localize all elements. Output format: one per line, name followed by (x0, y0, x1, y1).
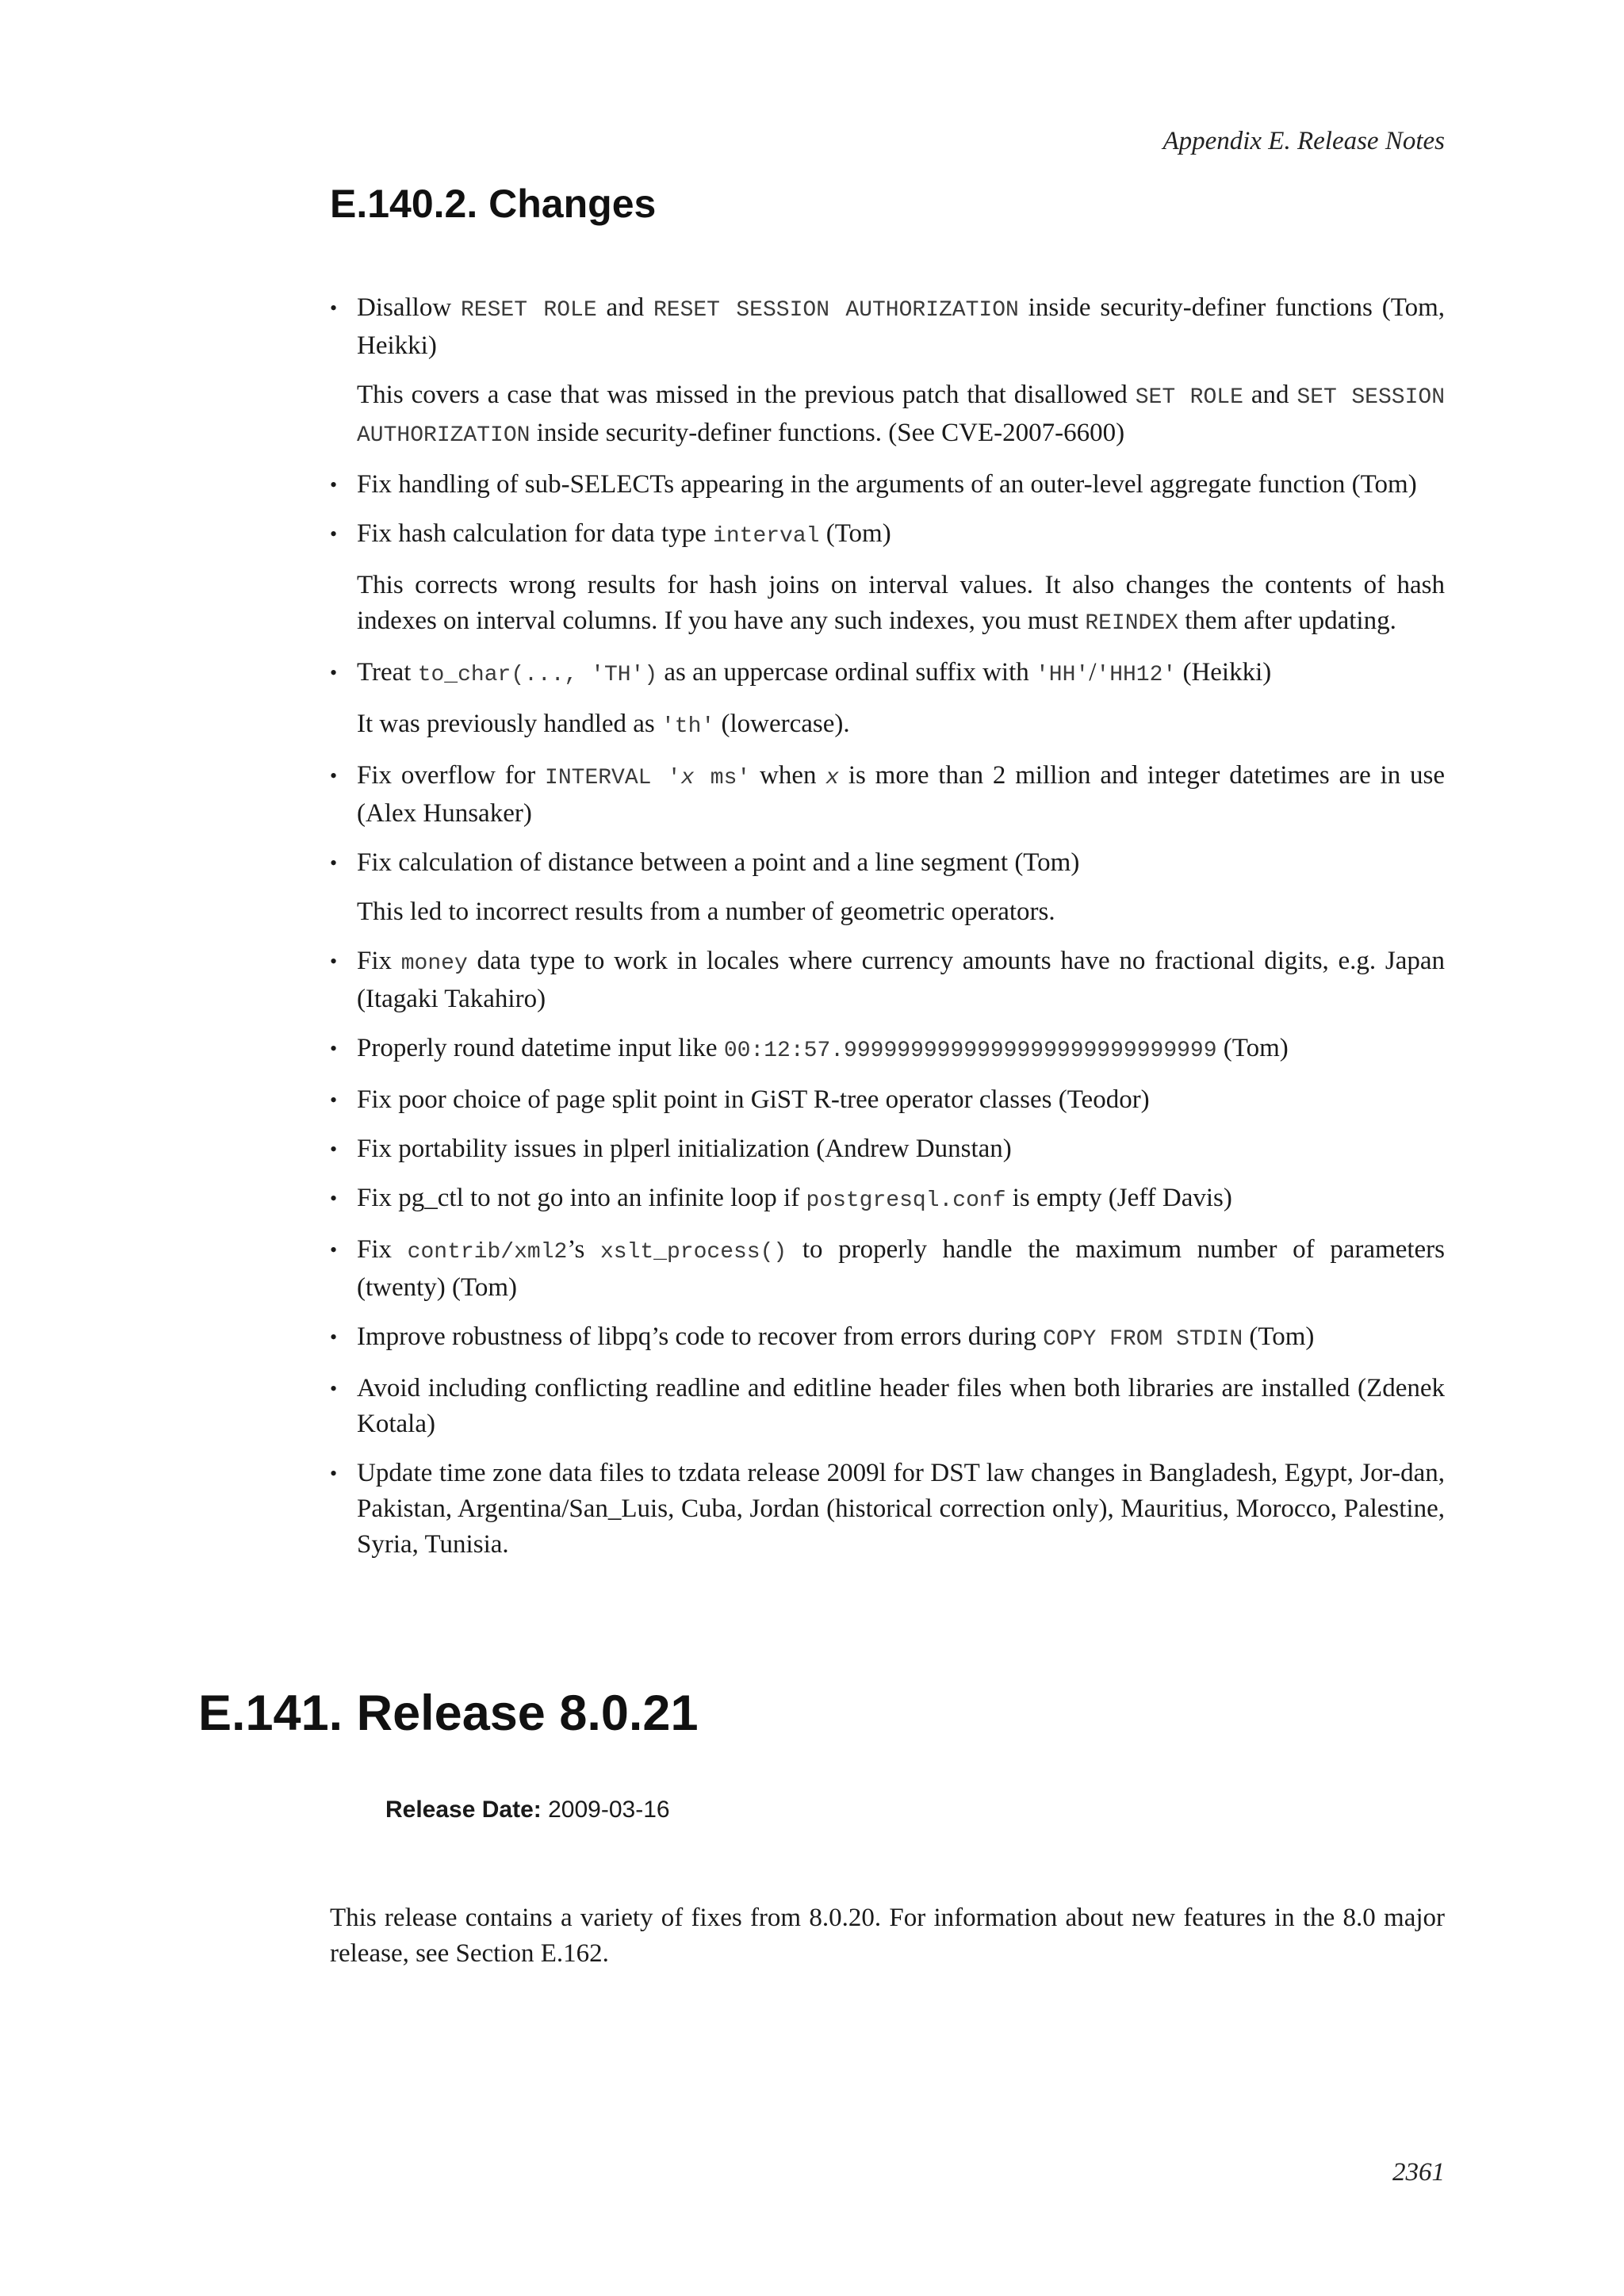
code-literal: interval (713, 524, 820, 549)
release-date (385, 1797, 670, 1823)
running-header: Appendix E. Release Notes (1162, 127, 1445, 155)
note-text: This corrects wrong results for hash joins on interval values. It also changes the contents of hash indexes on interval columns. If you have any such indexes, you must (357, 571, 1445, 635)
code-literal: SET SESSION AUTHORIZATION (357, 385, 1445, 448)
code-literal: contrib/xml2 (407, 1240, 568, 1265)
code-literal: SET ROLE (1135, 385, 1243, 410)
item-text: Fix poor choice of page split point in GiST R-tree operator classes (Teodor) (357, 1085, 1150, 1114)
list-item (330, 1319, 1445, 1357)
note-text: inside security-definer functions. (See CVE-2007-6600) (530, 419, 1125, 447)
item-text: as an uppercase ordinal suffix with (657, 658, 1036, 687)
item-note: This led to incorrect results from a number of geometric operators. (357, 897, 1055, 926)
list-item (330, 1082, 1445, 1118)
code-literal: 'HH12' (1096, 663, 1177, 687)
note-text: It was previously handled as (357, 710, 661, 738)
list-item (330, 516, 1445, 641)
code-literal: COPY FROM STDIN (1043, 1327, 1243, 1352)
item-text: data type to work in locales where currency amounts have no fractional digits, e.g. Japan (Itagaki Takahiro) (357, 947, 1446, 1013)
list-item (330, 1181, 1445, 1219)
item-text: Fix calculation of distance between a point and a line segment (Tom) (357, 848, 1080, 877)
section-heading: E.140.2. Changes (330, 182, 657, 226)
item-text: to properly handle the maximum number of parameters (twenty) (Tom) (357, 1235, 1445, 1302)
code-part: ms' (694, 766, 751, 790)
item-text: Fix (357, 947, 401, 975)
code-literal: 00:12:57.9999999999999999999999999999 (723, 1039, 1217, 1063)
item-text: is empty (Jeff Davis) (1005, 1184, 1232, 1212)
list-item (330, 655, 1445, 744)
item-text: when (750, 761, 826, 790)
list-item (330, 758, 1445, 832)
item-text: Fix hash calculation for data type (357, 519, 714, 548)
item-text: Fix handling of sub-SELECTs appearing in the arguments of an outer-level aggregate function (Tom) (357, 470, 1417, 499)
item-text: Avoid including conflicting readline and editline header files when both libraries are installed (Zdenek Kotala) (357, 1374, 1445, 1438)
item-text: Fix pg_ctl to not go into an infinite loop if (357, 1184, 806, 1212)
code-variable: x (680, 766, 695, 790)
code-literal: postgresql.conf (806, 1188, 1006, 1213)
list-item (330, 1232, 1445, 1306)
item-text: is more than 2 million and integer datetimes are in use (Alex Hunsaker) (357, 761, 1445, 828)
item-text: ’s (567, 1235, 600, 1264)
code-literal: REINDEX (1085, 611, 1178, 636)
code-literal: 'th' (661, 714, 715, 739)
list-item (330, 1031, 1445, 1069)
item-text: Improve robustness of libpq’s code to recover from errors during (357, 1322, 1044, 1351)
code-literal: money (400, 951, 468, 976)
list-item (330, 290, 1445, 453)
item-text: (Heikki) (1176, 658, 1272, 687)
code-part: INTERVAL ' (545, 766, 681, 790)
item-text: Properly round datetime input like (357, 1034, 724, 1062)
code-variable (825, 766, 839, 790)
list-item (330, 845, 1445, 930)
item-text: Fix overflow for (357, 761, 546, 790)
list-item (330, 1456, 1445, 1563)
code-literal: RESET SESSION AUTHORIZATION (653, 298, 1019, 323)
item-text: (Tom) (1216, 1034, 1289, 1062)
item-note (357, 377, 1445, 453)
item-text: and (596, 293, 653, 322)
item-text: (Tom) (1243, 1322, 1315, 1351)
list-item (330, 1371, 1445, 1442)
changes-list (330, 290, 1445, 1576)
release-date-value: 2009-03-16 (548, 1797, 670, 1823)
list-item (330, 943, 1445, 1017)
item-text: Fix (357, 1235, 408, 1264)
item-text: inside security-definer functions (Tom, Heikki) (357, 293, 1445, 360)
code-literal: RESET ROLE (461, 298, 597, 323)
release-heading: E.141. Release 8.0.21 (198, 1686, 699, 1741)
note-text: This covers a case that was missed in the previous patch that disallowed (357, 381, 1136, 409)
code-literal: xslt_process() (599, 1240, 787, 1265)
page-number: 2361 (1392, 2158, 1445, 2187)
note-text: (lowercase). (714, 710, 850, 738)
item-note (357, 568, 1445, 641)
code-literal: 'HH' (1036, 663, 1090, 687)
note-text: and (1243, 381, 1297, 409)
item-text: Fix portability issues in plperl initialization (Andrew Dunstan) (357, 1135, 1012, 1163)
code-literal: to_char(..., 'TH') (417, 663, 658, 687)
list-item (330, 1131, 1445, 1167)
list-item (330, 467, 1445, 503)
item-text: (Tom) (819, 519, 891, 548)
item-text: Disallow (357, 293, 461, 322)
release-intro: This release contains a variety of fixes from 8.0.20. For information about new features in the 8.0 major release, see Section E.162. (330, 1904, 1445, 1968)
item-note (357, 706, 1445, 744)
item-text: / (1089, 658, 1097, 687)
release-date-label: Release Date: (385, 1797, 542, 1823)
item-text: Treat (357, 658, 418, 687)
code-literal (545, 766, 750, 790)
variable-name: x (825, 766, 840, 790)
item-text: Update time zone data files to tzdata release 2009l for DST law changes in Bangladesh, Egypt, Jor-dan, Pakistan, Argentina/San_Luis, Cuba, Jordan (historical correction only), Mauritius, Morocco, Palestine, Syria, Tunisia. (357, 1459, 1445, 1559)
note-text: them after updating. (1178, 607, 1396, 635)
